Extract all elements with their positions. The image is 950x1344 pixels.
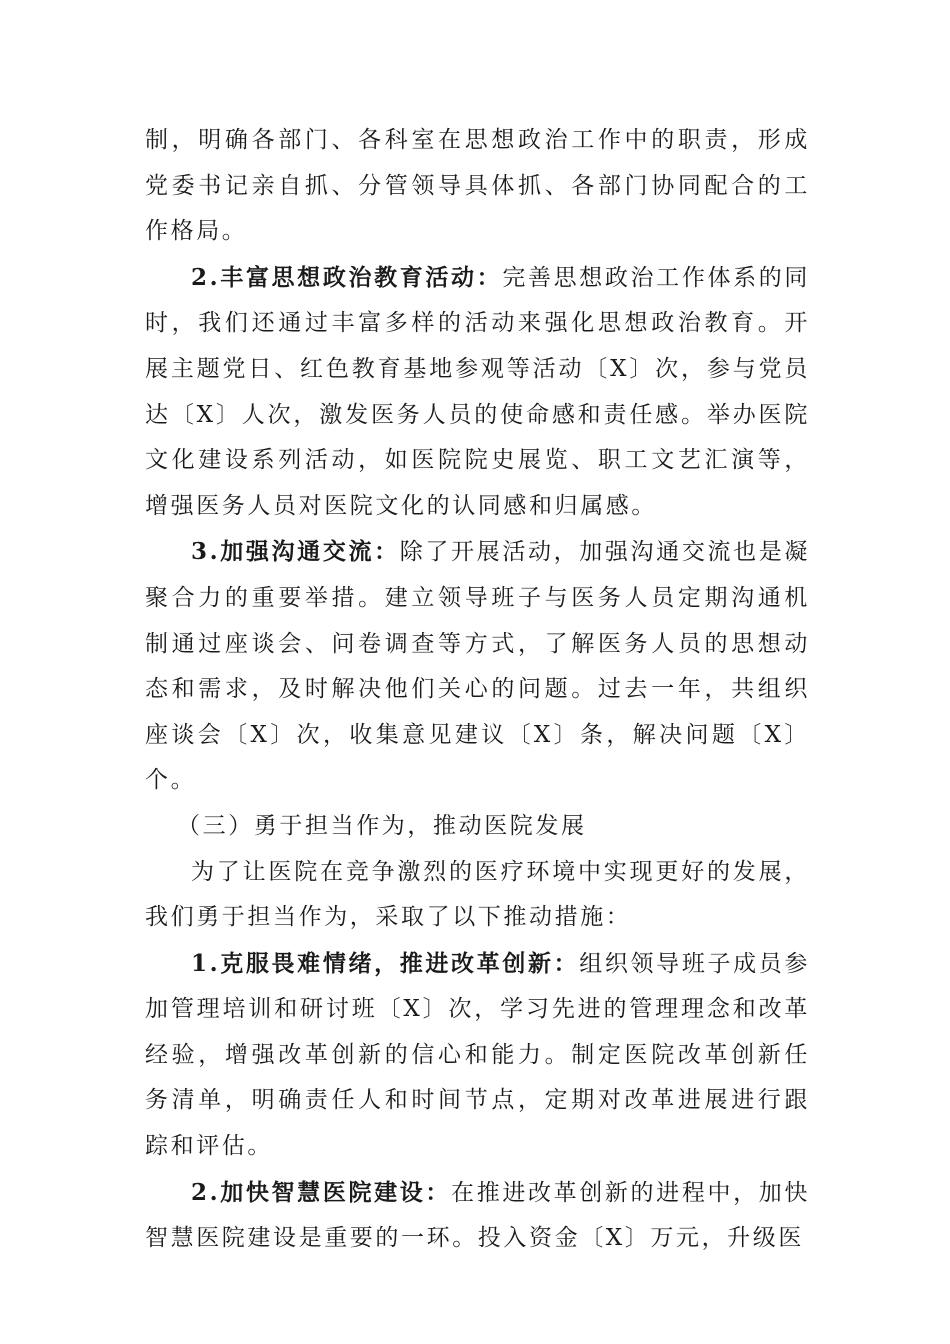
paragraph-body: 组织领导班子成员参加管理培训和研讨班〔X〕次，学习先进的管理理念和改革经验，增强改革创新的信心和能力。制定医院改革创新任务清单，明确责任人和时间节点，定期对改革进展进行跟踪和评估。	[145, 950, 810, 1160]
paragraph-education-activities	[145, 255, 810, 530]
section-heading: （三）勇于担当作为，推动医院发展	[177, 812, 587, 839]
paragraph-lead: 3.加强沟通交流：	[191, 538, 400, 566]
paragraph-lead: 2.加快智慧医院建设：	[191, 1178, 452, 1206]
paragraph-body: 在推进改革创新的进程中，加快智慧医院建设是重要的一环。投入资金〔X〕万元，升级医	[145, 1179, 810, 1252]
paragraph-lead: 1.克服畏难情绪，推进改革创新：	[191, 949, 580, 977]
paragraph-body: 完善思想政治工作体系的同时，我们还通过丰富多样的活动来强化思想政治教育。开展主题党日、红色教育基地参观等活动〔X〕次，参与党员达〔X〕人次，激发医务人员的使命感和责任感。举办医院文化建设系列活动，如医院院史展览、职工文艺汇演等，增强医务人员对医院文化的认同感和归属感。	[145, 264, 810, 519]
paragraph-intro: 为了让医院在竞争激烈的医疗环境中实现更好的发展，我们勇于担当作为，采取了以下推动措施：	[145, 858, 810, 931]
paragraph-body: 除了开展活动，加强沟通交流也是凝聚合力的重要举措。建立领导班子与医务人员定期沟通机制通过座谈会、问卷调查等方式，了解医务人员的思想动态和需求，及时解决他们关心的问题。过去一年，共组织座谈会〔X〕次，收集意见建议〔X〕条，解决问题〔X〕个。	[145, 539, 810, 794]
paragraph-reform-innovation	[145, 941, 810, 1170]
paragraph-continuation: 制，明确各部门、各科室在思想政治工作中的职责，形成党委书记亲自抓、分管领导具体抓、各部门协同配合的工作格局。	[145, 127, 810, 245]
paragraph-smart-hospital	[145, 1170, 810, 1262]
document-page	[145, 118, 810, 1262]
paragraph-lead: 2.丰富思想政治教育活动：	[191, 263, 503, 291]
paragraph-communication	[145, 529, 810, 804]
